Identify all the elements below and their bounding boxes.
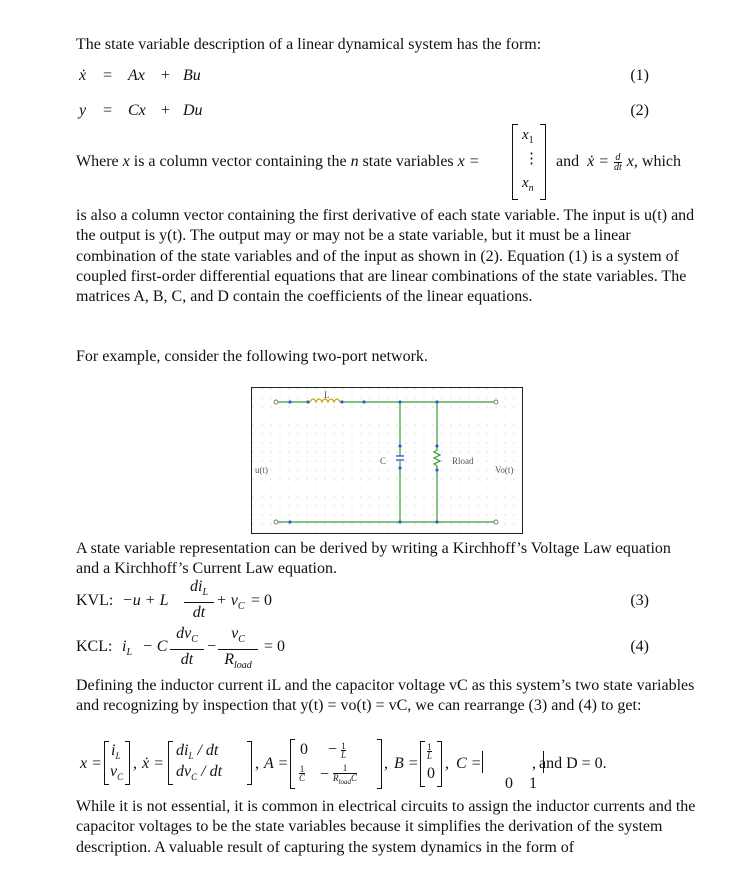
eq2-plus: + [161,102,171,119]
where-xdot-eq: ẋ = [587,153,610,171]
where-and: and [556,153,580,171]
mat-x-vector [104,741,130,785]
mat-b1-den: L [427,751,433,761]
state-vector [512,124,546,200]
vec-bot: x [522,175,529,191]
label-resistor: Rload [452,456,474,466]
kvl-fraction [184,577,214,622]
kvl-equation [76,577,676,621]
ddt-num: d [615,152,621,163]
label-inductor: L [324,390,330,400]
eq1-number: (1) [630,67,649,84]
mat-a22 [320,764,357,787]
circuit-diagram [252,388,522,533]
label-output: Vo(t) [495,465,514,475]
mat-a12-num: 1 [341,740,346,751]
kcl-den2-sub: load [234,660,252,672]
mat-xd-bot-tail: / dt [197,763,223,780]
mat-a22-den-sub: load [338,777,351,786]
kvl-num-sub: L [202,587,208,599]
eq2-term2: Du [183,102,203,119]
equation-1 [79,67,201,85]
where-x-eq: x = [457,153,480,170]
where-tail [556,153,681,172]
where-text-b: is a column vector containing the [129,153,351,170]
kcl-minus2: − [207,638,217,655]
kcl-fraction-1 [170,624,204,669]
kcl-fraction-2 [218,624,258,675]
circuit-figure [251,387,523,534]
eq1-term2: Bu [183,67,201,84]
vec-bot-sub: n [528,183,534,194]
mat-comma-1: , [133,755,137,772]
mat-a12 [328,741,346,759]
paragraph-4: While it is not essential, it is common in electrical circuits to assign the inductor currents and the capacitor voltages to be the state variables because it simplifies the derivation of the system description. A valuable result of capturing the system dynamics in the form of [76,798,696,856]
where-n: n [350,153,359,170]
state-matrices [76,739,696,793]
label-capacitor: C [380,456,387,466]
eq2-number: (2) [630,102,649,119]
mat-comma-5: , [532,755,536,772]
mat-comma-3: , [384,755,388,772]
mat-x-bot: v [110,763,118,780]
mat-C-eq: C = [456,755,482,772]
paragraph-2: A state variable representation can be derived by writing a Kirchhoff’s Voltage Law equation and a Kirchhoff’s Current Law equation. [76,540,671,578]
mat-A-eq: A = [264,755,289,772]
vec-mid: ⋮ [524,151,539,167]
mat-xdot-eq: ẋ = [142,755,164,772]
kcl-num: dv [176,625,192,642]
mat-b1-num: 1 [427,742,432,752]
mat-xdot-vector [168,741,252,785]
paragraph-3: Defining the inductor current iL and the capacitor voltage vC as this system’s two state variables and recognizing by inspection that y(t) = vo(t) = vC, we can rearrange (3) and (4) to get: [76,677,695,715]
mat-a21-num: 1 [299,764,305,774]
mat-b1 [427,743,432,760]
mat-a22-den: R [333,773,339,783]
kvl-end: = 0 [251,592,273,609]
kvl-post-sub: C [237,601,245,613]
mat-c-vals: 0 1 [505,775,537,792]
eq2-term1: Cx [128,102,146,119]
mat-a22-den-tail: C [350,773,357,783]
kcl-num2: v [231,625,239,642]
mat-x-bot-sub: C [117,772,124,783]
kvl-num: di [189,578,203,595]
mat-x-top: i [111,742,116,759]
mat-a22-sign: − [320,766,330,784]
mat-A [290,739,382,789]
kvl-den: dt [192,604,206,622]
eq1-equals: = [103,67,113,84]
mat-B [420,741,442,787]
mat-x-eq: x = [80,755,102,772]
equation-2 [79,102,203,120]
eq1-plus: + [161,67,171,84]
eq1-term1: Ax [128,67,145,84]
eq2-lhs: y [79,102,87,119]
eq3-number: (3) [630,592,649,609]
mat-tail: and D = 0. [539,755,607,772]
kcl-pre: i [122,638,127,655]
where-text-a: Where [76,153,123,170]
where-x: x [122,153,130,170]
mat-comma-4: , [445,755,449,772]
mat-x-top-sub: L [115,751,121,762]
eq4-number: (4) [630,638,649,655]
mat-a11: 0 [300,741,308,758]
kcl-den2: R [224,651,234,669]
grid-background [252,388,522,533]
mat-xd-top-tail: / dt [193,742,219,759]
mat-b2: 0 [427,765,435,782]
mat-xd-bot-sub: C [191,772,198,783]
mat-a21-den: C [299,773,306,783]
mat-a12-sign: − [328,741,338,758]
ddt-den: dt [614,162,622,173]
kvl-post: + v [216,592,238,609]
where-line [76,153,480,171]
vec-top: x [522,127,529,143]
kcl-num2-sub: C [238,634,245,646]
kvl-label: KVL: [76,592,114,609]
where-x2: x [626,153,634,171]
mat-xd-top: di [176,742,189,759]
mat-xd-top-sub: L [188,751,194,762]
kvl-pre: −u + L [122,592,169,609]
where-which: , which [633,153,682,171]
kcl-pre-sub: L [126,647,133,659]
kcl-equation [76,624,676,672]
mat-comma-2: , [255,755,259,772]
mat-a22-num: 1 [333,764,357,774]
mat-B-eq: B = [394,755,419,772]
mat-xd-bot: dv [176,763,192,780]
paragraph-1: is also a column vector containing the first derivative of each state variable. The input is u(t) and the output is y(t). The output may or may not be a state variable, but it must be a linear combination of the state variables and of the input as shown in (2). Equation (1) is a system of coupled first-order differential equations that are linear combinations of the state variables. The matrices A, B, C, and D contain the coefficients of the linear equations. [76,207,695,306]
mat-a21 [299,765,305,782]
vec-top-sub: 1 [528,135,534,146]
kcl-minus: − C [142,638,168,655]
where-text-c: state variables [358,153,458,170]
kcl-label: KCL: [76,638,113,655]
eq1-lhs: ẋ [79,67,87,84]
intro-text: The state variable description of a linear dynamical system has the form: [76,36,542,53]
kcl-num-sub: C [191,634,198,646]
kcl-end: = 0 [264,638,286,655]
label-input: u(t) [255,465,268,475]
kcl-den: dt [180,651,194,669]
ddt-fraction [614,153,622,172]
mat-a12-den: L [341,749,347,760]
example-text: For example, consider the following two-port network. [76,348,428,365]
eq2-equals: = [103,102,113,119]
